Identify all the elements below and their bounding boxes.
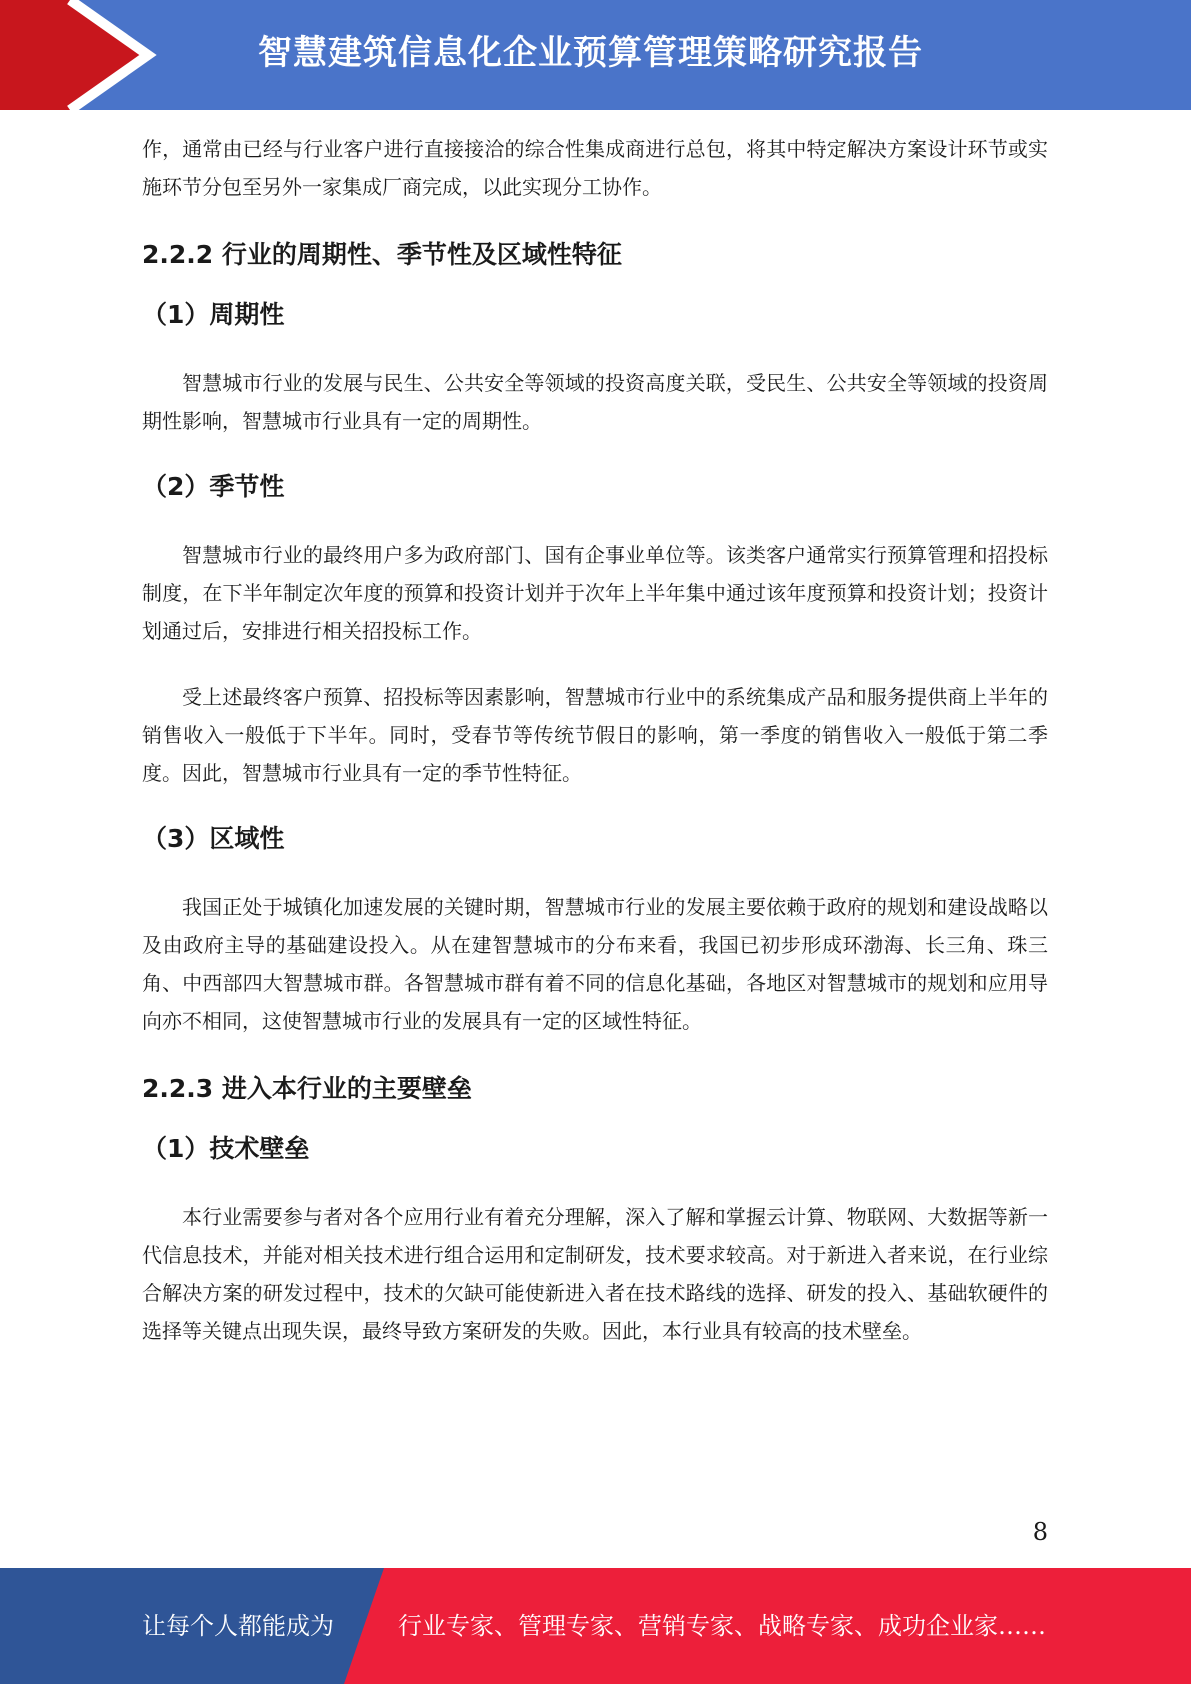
- subheading-technical-barrier: （1）技术壁垒: [142, 1134, 310, 1163]
- footer-slogan-right: 行业专家、管理专家、营销专家、战略专家、成功企业家……: [398, 1612, 1046, 1640]
- paragraph-seasonality-2: 受上述最终客户预算、招投标等因素影响，智慧城市行业中的系统集成产品和服务提供商上半年的销售收入一般低于下半年。同时，受春节等传统节假日的影响，第一季度的销售收入一般低于第二季度。因此，智慧城市行业具有一定的季节性特征。: [142, 685, 1048, 785]
- intro-paragraph: 作，通常由已经与行业客户进行直接接洽的综合性集成商进行总包，将其中特定解决方案设计环节或实施环节分包至另外一家集成厂商完成，以此实现分工协作。: [142, 137, 1048, 199]
- subheading-seasonality: （2）季节性: [142, 472, 285, 501]
- section-heading-2-2-3: 2.2.3 进入本行业的主要壁垒: [142, 1074, 472, 1103]
- paragraph-regionality: 我国正处于城镇化加速发展的关键时期，智慧城市行业的发展主要依赖于政府的规划和建设战略以及由政府主导的基础建设投入。从在建智慧城市的分布来看，我国已初步形成环渤海、长三角、珠三角、中西部四大智慧城市群。各智慧城市群有着不同的信息化基础，各地区对智慧城市的规划和应用导向亦不相同，这使智慧城市行业的发展具有一定的区域性特征。: [142, 895, 1048, 1033]
- paragraph-technical-barrier: 本行业需要参与者对各个应用行业有着充分理解，深入了解和掌握云计算、物联网、大数据等新一代信息技术，并能对相关技术进行组合运用和定制研发，技术要求较高。对于新进入者来说，在行业综合解决方案的研发过程中，技术的欠缺可能使新进入者在技术路线的选择、研发的投入、基础软硬件的选择等关键点出现失误，最终导致方案研发的失败。因此，本行业具有较高的技术壁垒。: [142, 1205, 1048, 1343]
- subheading-regionality: （3）区域性: [142, 824, 285, 853]
- paragraph-cyclicality: 智慧城市行业的发展与民生、公共安全等领域的投资高度关联，受民生、公共安全等领域的投资周期性影响，智慧城市行业具有一定的周期性。: [142, 371, 1048, 433]
- section-heading-2-2-2: 2.2.2 行业的周期性、季节性及区域性特征: [142, 240, 622, 269]
- document-body: [142, 130, 1048, 1378]
- page-number: 8: [1032, 1518, 1048, 1546]
- report-title: 智慧建筑信息化企业预算管理策略研究报告: [258, 33, 923, 73]
- page-header: [0, 0, 1191, 110]
- footer-slogan-left: 让每个人都能成为: [142, 1612, 334, 1640]
- red-chevron-icon: [0, 0, 160, 110]
- page-footer: [0, 1568, 1191, 1684]
- subheading-cyclicality: （1）周期性: [142, 300, 285, 329]
- paragraph-seasonality-1: 智慧城市行业的最终用户多为政府部门、国有企事业单位等。该类客户通常实行预算管理和招投标制度，在下半年制定次年度的预算和投资计划并于次年上半年集中通过该年度预算和投资计划；投资计划通过后，安排进行相关招投标工作。: [142, 543, 1048, 643]
